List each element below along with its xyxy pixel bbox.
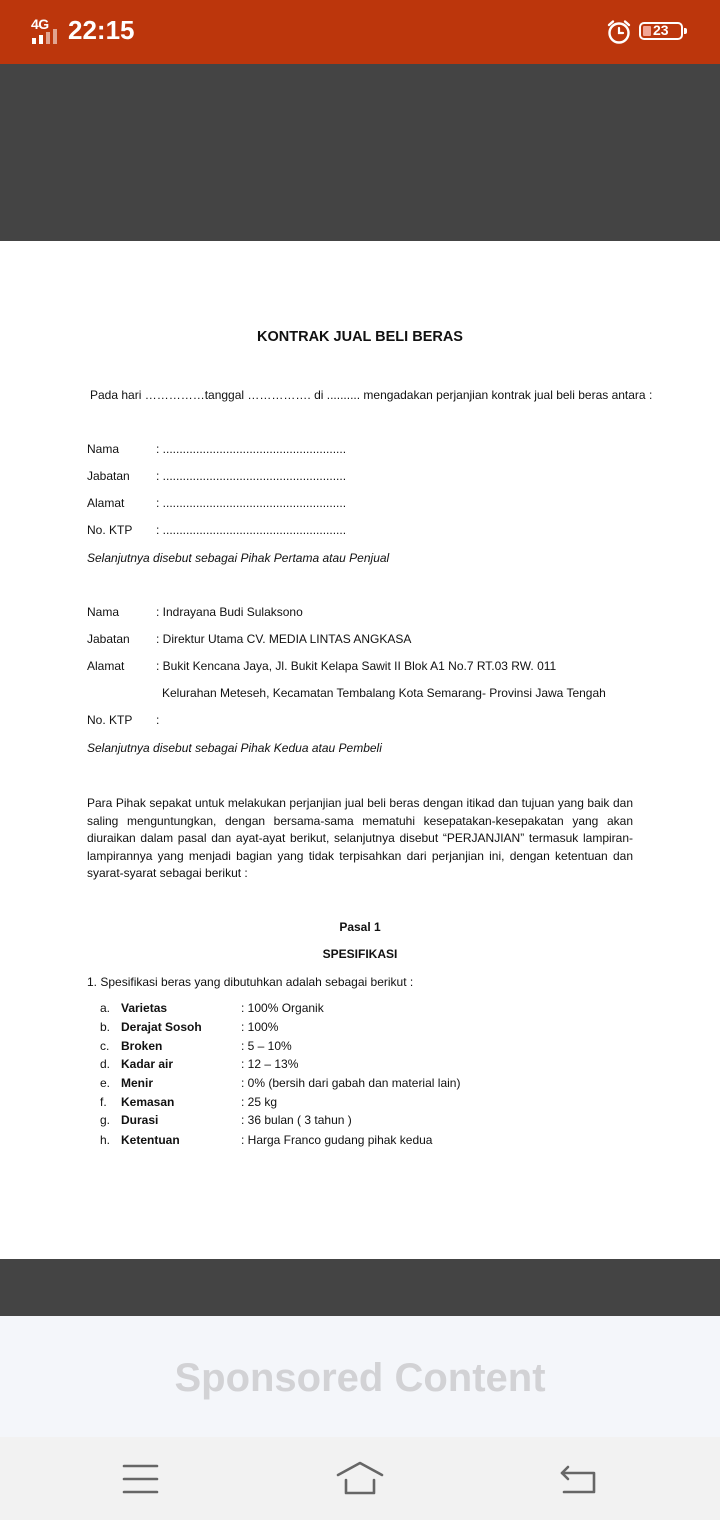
- party1-jabatan-value: : .......................................................: [156, 469, 347, 483]
- party2-alamat-line2: Kelurahan Meteseh, Kecamatan Tembalang Kota Semarang- Provinsi Jawa Tengah: [162, 686, 606, 700]
- viewer-background-top: [0, 64, 720, 241]
- spec-letter: b.: [100, 1020, 111, 1034]
- party1-jabatan-label: Jabatan: [87, 469, 130, 483]
- back-icon[interactable]: [554, 1457, 604, 1501]
- spec-letter: c.: [100, 1039, 110, 1053]
- spec-value: : 0% (bersih dari gabah dan material lain): [241, 1076, 461, 1090]
- party1-alamat-value: : .......................................................: [156, 496, 347, 510]
- party1-ktp-value: : .......................................................: [156, 523, 347, 537]
- status-time: 22:15: [68, 15, 135, 45]
- spec-key: Kadar air: [121, 1057, 174, 1071]
- battery-icon: [639, 22, 683, 40]
- party2-alamat-value: : Bukit Kencana Jaya, Jl. Bukit Kelapa Sawit II Blok A1 No.7 RT.03 RW. 011: [156, 659, 557, 673]
- spec-letter: h.: [100, 1133, 111, 1147]
- spec-value: : Harga Franco gudang pihak kedua: [241, 1133, 433, 1147]
- spec-intro: 1. Spesifikasi beras yang dibutuhkan adalah sebagai berikut :: [87, 975, 414, 989]
- spec-value: : 100% Organik: [241, 1001, 324, 1015]
- spec-letter: g.: [100, 1113, 111, 1127]
- spec-key: Durasi: [121, 1113, 159, 1127]
- sponsored-banner[interactable]: [0, 1316, 720, 1437]
- document-title: KONTRAK JUAL BELI BERAS: [257, 329, 463, 345]
- viewer-background-bottom: [0, 1259, 720, 1316]
- spec-value: : 100%: [241, 1020, 279, 1034]
- party1-ktp-label: No. KTP: [87, 523, 133, 537]
- party1-nama-value: : .......................................................: [156, 442, 347, 456]
- party2-ktp-label: No. KTP: [87, 713, 133, 727]
- navigation-bar: [0, 1437, 720, 1520]
- spec-value: : 25 kg: [241, 1095, 278, 1109]
- alarm-icon: [606, 19, 632, 45]
- party2-nama-value: : Indrayana Budi Sulaksono: [156, 605, 303, 619]
- party2-ktp-value: :: [156, 713, 160, 727]
- pasal-title: SPESIFIKASI: [322, 947, 398, 961]
- party1-nama-label: Nama: [87, 442, 120, 456]
- spec-key: Menir: [121, 1076, 154, 1090]
- status-bar: [0, 0, 720, 64]
- party2-jabatan-value: : Direktur Utama CV. MEDIA LINTAS ANGKASA: [156, 632, 412, 646]
- home-icon[interactable]: [335, 1457, 385, 1501]
- party2-jabatan-label: Jabatan: [87, 632, 130, 646]
- spec-letter: e.: [100, 1076, 111, 1090]
- opening-line: Pada hari ……………tanggal ……………. di .......... mengadakan perjanjian kontrak jual beli beras antara :: [90, 388, 653, 402]
- party2-note: Selanjutnya disebut sebagai Pihak Kedua atau Pembeli: [87, 741, 382, 755]
- spec-value: : 36 bulan ( 3 tahun ): [241, 1113, 352, 1127]
- party1-alamat-label: Alamat: [87, 496, 125, 510]
- signal-icon: [30, 16, 64, 44]
- battery-level: 23: [653, 22, 669, 38]
- spec-letter: a.: [100, 1001, 111, 1015]
- party2-alamat-label: Alamat: [87, 659, 125, 673]
- party1-note: Selanjutnya disebut sebagai Pihak Pertama atau Penjual: [87, 551, 390, 565]
- menu-icon[interactable]: [116, 1457, 166, 1501]
- spec-key: Broken: [121, 1039, 163, 1053]
- spec-letter: d.: [100, 1057, 111, 1071]
- spec-value: : 5 – 10%: [241, 1039, 292, 1053]
- spec-letter: f.: [100, 1095, 107, 1109]
- spec-key: Kemasan: [121, 1095, 175, 1109]
- party2-nama-label: Nama: [87, 605, 120, 619]
- spec-key: Derajat Sosoh: [121, 1020, 202, 1034]
- spec-key: Ketentuan: [121, 1133, 180, 1147]
- spec-key: Varietas: [121, 1001, 168, 1015]
- document-page[interactable]: [0, 241, 720, 1259]
- network-type: 4G: [31, 16, 49, 32]
- spec-value: : 12 – 13%: [241, 1057, 299, 1071]
- sponsored-text: Sponsored Content: [174, 1356, 546, 1400]
- agreement-paragraph: Para Pihak sepakat untuk melakukan perjanjian jual beli beras dengan itikad dan tujuan yang baik dan saling menguntungkan, dengan bersama-sama mematuhi kesepatakan-kesepakatan yang akan diuraikan dalam pasal dan ayat-ayat berikut, selanjutnya disebut “PERJANJIAN” termasuk lampiran-lampirannya yang menjadi bagian yang tidak terpisahkan dari perjanjian ini, dengan ketentuan dan syarat-syarat sebagai berikut :: [87, 796, 633, 880]
- pasal-number: Pasal 1: [339, 920, 381, 934]
